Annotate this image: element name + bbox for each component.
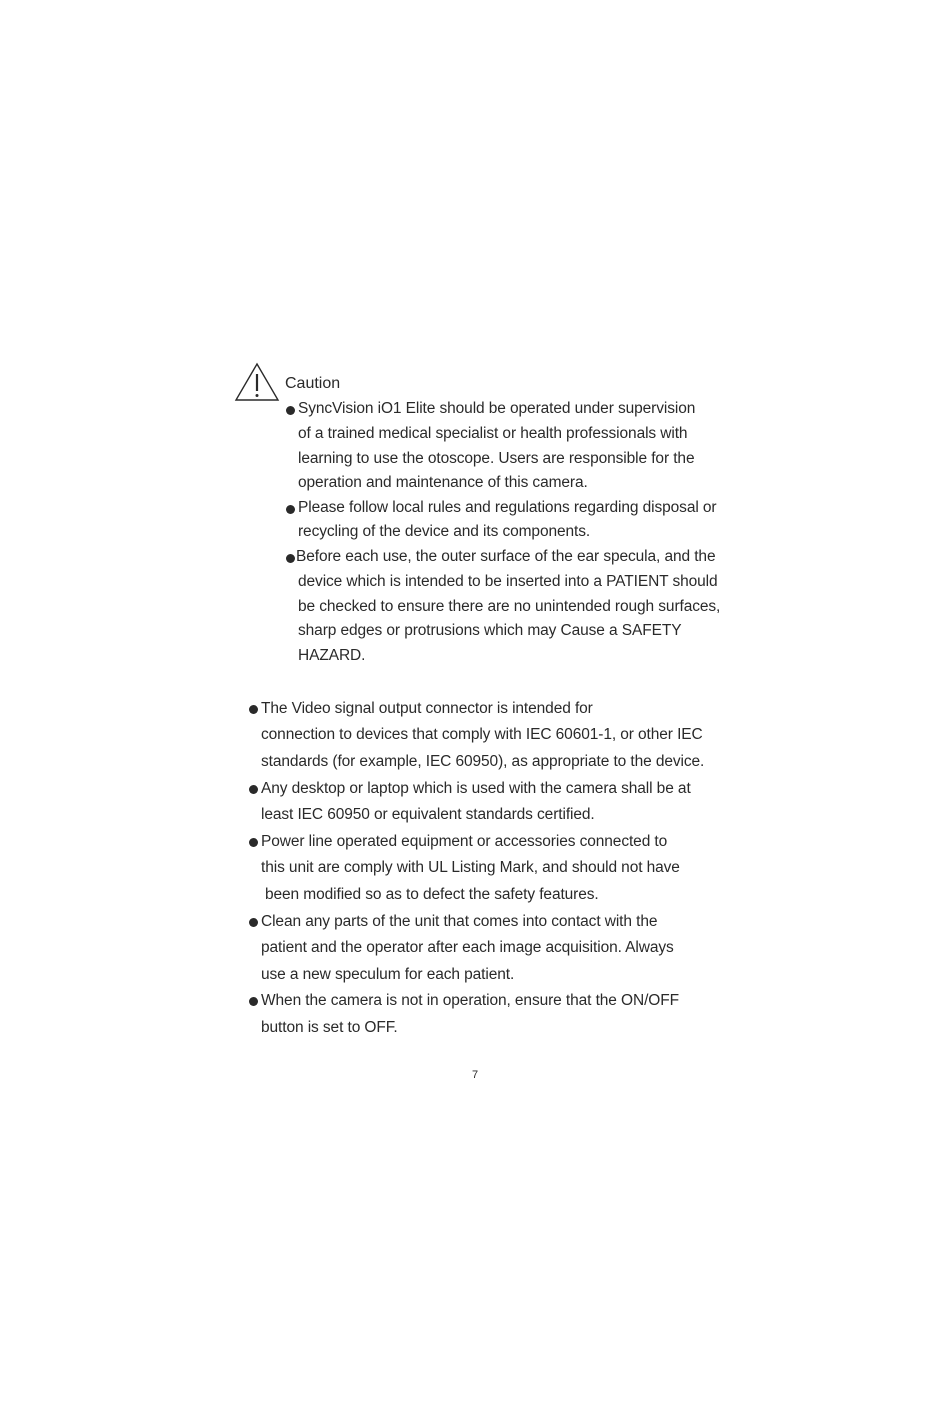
bullet-icon — [249, 838, 258, 847]
bullet-icon — [249, 918, 258, 927]
caution-item-line: learning to use the otoscope. Users are responsible for the — [298, 450, 695, 467]
note-item-line: Power line operated equipment or accessories connected to — [261, 833, 668, 850]
caution-item-line: of a trained medical specialist or health professionals with — [298, 425, 688, 442]
caution-item-line: be checked to ensure there are no unintended rough surfaces, — [298, 598, 721, 615]
caution-item-line: operation and maintenance of this camera. — [298, 474, 588, 491]
warning-triangle-icon — [234, 362, 280, 402]
note-item-line: standards (for example, IEC 60950), as appropriate to the device. — [261, 753, 705, 770]
note-item-line: The Video signal output connector is intended for — [261, 700, 593, 717]
note-item-line: connection to devices that comply with IEC 60601-1, or other IEC — [261, 726, 703, 743]
note-item-line: use a new speculum for each patient. — [261, 966, 515, 983]
note-item-line: patient and the operator after each image acquisition. Always — [261, 939, 674, 956]
caution-item-line: device which is intended to be inserted into a PATIENT should — [298, 573, 718, 590]
note-item-line: this unit are comply with UL Listing Mark, and should not have — [261, 859, 680, 876]
bullet-icon — [286, 554, 295, 563]
note-item-line: Any desktop or laptop which is used with the camera shall be at — [261, 780, 691, 797]
bullet-icon — [286, 505, 295, 514]
caution-item-line: HAZARD. — [298, 647, 366, 664]
note-item-line: Clean any parts of the unit that comes into contact with the — [261, 913, 658, 930]
note-item-line: been modified so as to defect the safety features. — [265, 886, 599, 903]
note-item-line: When the camera is not in operation, ensure that the ON/OFF — [261, 992, 679, 1009]
caution-item-line: Before each use, the outer surface of the ear specula, and the — [296, 548, 716, 565]
caution-heading: Caution — [285, 375, 341, 392]
bullet-icon — [249, 785, 258, 794]
caution-item-line: recycling of the device and its components. — [298, 523, 591, 540]
note-item-line: least IEC 60950 or equivalent standards certified. — [261, 806, 595, 823]
bullet-icon — [249, 705, 258, 714]
caution-item-line: SyncVision iO1 Elite should be operated under supervision — [298, 400, 696, 417]
caution-item-line: sharp edges or protrusions which may Cause a SAFETY — [298, 622, 682, 639]
bullet-icon — [249, 997, 258, 1006]
page-number: 7 — [471, 1069, 479, 1081]
bullet-icon — [286, 406, 295, 415]
caution-item-line: Please follow local rules and regulations regarding disposal or — [298, 499, 717, 516]
note-item-line: button is set to OFF. — [261, 1019, 398, 1036]
